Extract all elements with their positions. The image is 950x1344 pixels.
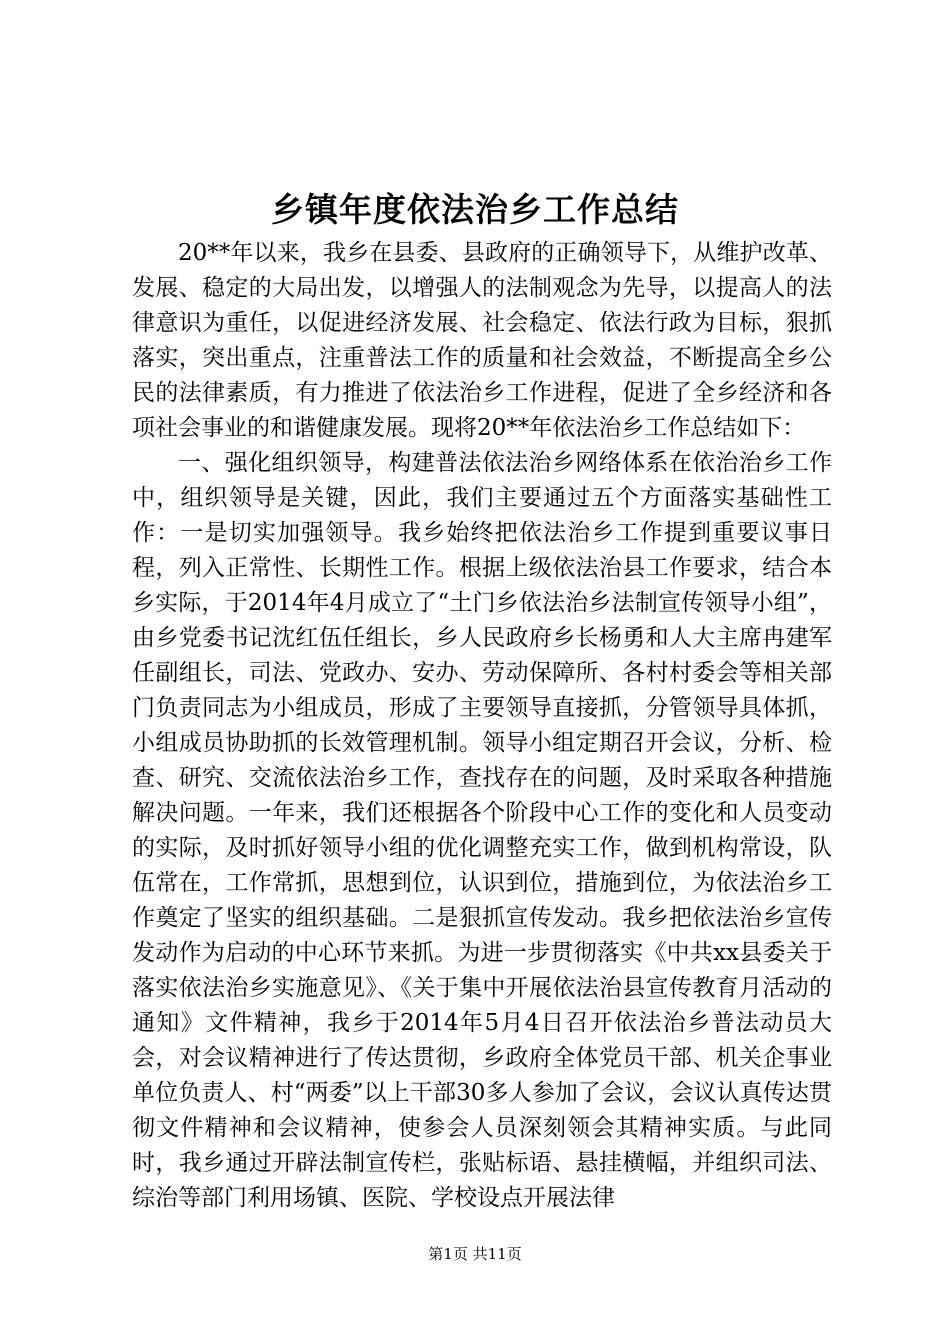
paragraph-section-one: 一、强化组织领导，构建普法依法治乡网络体系在依治治乡工作中，组织领导是关键，因此，我们主要通过五个方面落实基础性工作：一是切实加强领导。我乡始终把依法治乡工作提到重要议事日程，列入正常性、长期性工作。根据上级依法治县工作要求，结合本乡实际，于2014年4月成立了“土门乡依法治乡法制宣传领导小组”，由乡党委书记沈红伍任组长，乡人民政府乡长杨勇和人大主席冉建军任副组长，司法、党政办、安办、劳动保障所、各村村委会等相关部门负责同志为小组成员，形成了主要领导直接抓，分管领导具体抓，小组成员协助抓的长效管理机制。领导小组定期召开会议，分析、检查、研究、交流依法治乡工作，查找存在的问题，及时采取各种措施解决问题。一年来，我们还根据各个阶段中心工作的变化和人员变动的实际，及时抓好领导小组的优化调整充实工作，做到机构常设，队伍常在，工作常抓，思想到位，认识到位，措施到位，为依法治乡工作奠定了坚实的组织基础。二是狠抓宣传发动。我乡把依法治乡宣传发动作为启动的中心环节来抓。为进一步贯彻落实《中共xx县委关于落实依法治乡实施意见》、《关于集中开展依法治县宣传教育月活动的通知》文件精神，我乡于2014年5月4日召开依法治乡普法动员大会，对会议精神进行了传达贯彻，乡政府全体党员干部、机关企事业单位负责人、村“两委”以上干部30多人参加了会议，会议认真传达贯彻文件精神和会议精神，使参会人员深刻领会其精神实质。与此同时，我乡通过开辟法制宣传栏，张贴标语、悬挂横幅，并组织司法、综治等部门利用场镇、医院、学校设点开展法律 [132,450,832,1211]
page-footer: 第1页 共11页 [428,1245,522,1263]
paragraph-intro: 20**年以来，我乡在县委、县政府的正确领导下，从维护改革、发展、稳定的大局出发，以增强人的法制观念为先导，以提高人的法律意识为重任，以促进经济发展、社会稳定、依法行政为目标，狠抓落实，突出重点，注重普法工作的质量和社会效益，不断提高全乡公民的法律素质，有力推进了依法治乡工作进程，促进了全乡经济和各项社会事业的和谐健康发展。现将20**年依法治乡工作总结如下： [132,240,832,441]
document-title: 乡镇年度依法治乡工作总结 [271,190,679,229]
document-body [132,236,832,1216]
